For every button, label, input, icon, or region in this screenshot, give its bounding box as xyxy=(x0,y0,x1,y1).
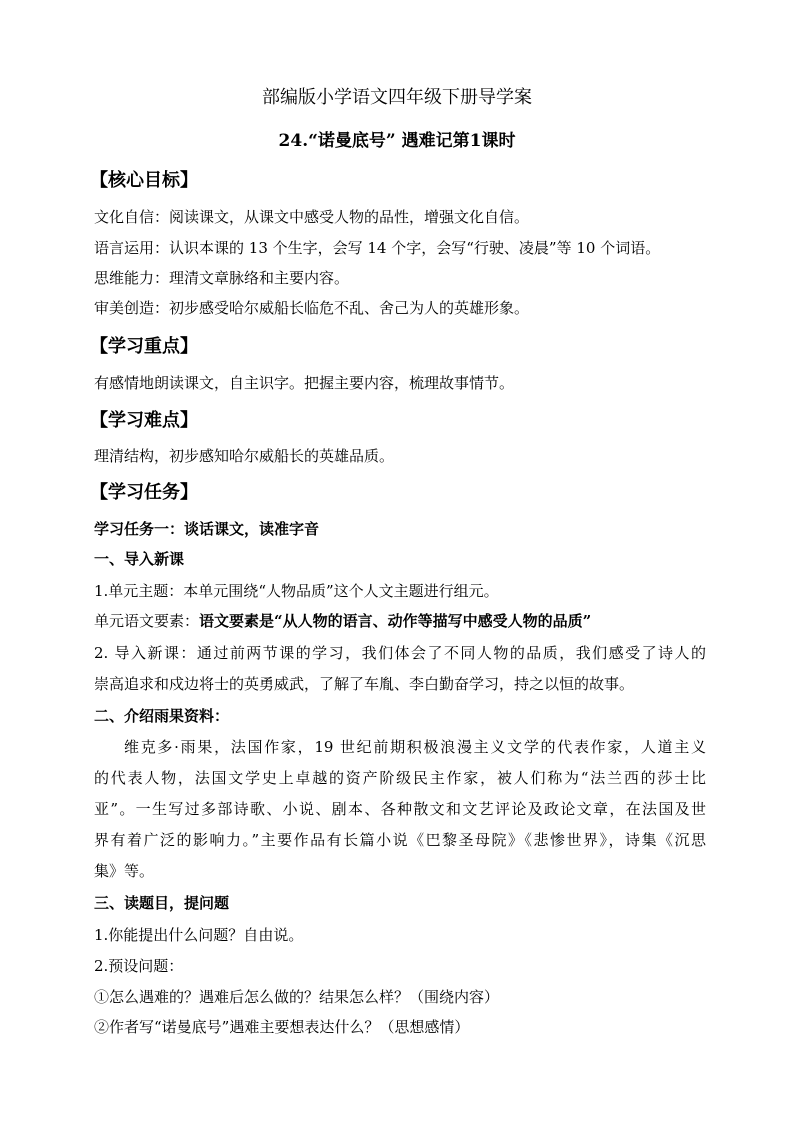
unit-element-text: 语文要素是“从人物的语言、动作等描写中感受人物的品质” xyxy=(199,612,592,630)
hugo-paragraph-line: 集》等。 xyxy=(94,862,155,880)
goal-language: 语言运用：认识本课的 13 个生字，会写 14 个字，会写“行驶、凌晨”等 10 个词语。 xyxy=(94,239,661,257)
intro-line: 崇高追求和戍边将士的英勇威武，了解了车胤、李白勤奋学习，持之以恒的故事。 xyxy=(94,675,635,693)
section-heading-tasks: 【学习任务】 xyxy=(90,482,198,503)
goal-aesthetic: 审美创造：初步感受哈尔威船长临危不乱、舍己为人的英雄形象。 xyxy=(94,299,530,317)
preset-question: ①怎么遇难的？遇难后怎么做的？结果怎么样？（围绕内容） xyxy=(94,988,500,1006)
question-1: 1.你能提出什么问题？自由说。 xyxy=(94,926,304,944)
unit-theme: 1.单元主题：本单元围绕“人物品质”这个人文主题进行组元。 xyxy=(94,582,499,600)
unit-element-label: 单元语文要素： xyxy=(94,612,200,630)
hugo-paragraph-line: 亚”。一生写过多部诗歌、小说、剧本、各种散文和文艺评论及政论文章，在法国及世 xyxy=(94,800,706,818)
lesson-period-unit: 课时 xyxy=(481,131,516,151)
task1-heading: 学习任务一：谈话课文，读准字音 xyxy=(94,520,320,538)
difficulty-text: 理清结构，初步感知哈尔威船长的英雄品质。 xyxy=(94,447,395,465)
focus-text: 有感情地朗读课文，自主识字。把握主要内容，梳理故事情节。 xyxy=(94,374,515,392)
part2-heading: 二、介绍雨果资料： xyxy=(94,707,230,725)
unit-element xyxy=(94,611,706,631)
intro-line: 2. 导入新课：通过前两节课的学习，我们体会了不同人物的品质，我们感受了诗人的 xyxy=(94,644,706,662)
lesson-title xyxy=(0,131,794,151)
preset-question: ②作者写“诺曼底号”遇难主要想表达什么？（思想感情） xyxy=(94,1018,470,1036)
part3-heading: 三、读题目，提问题 xyxy=(94,894,230,912)
part1-heading: 一、导入新课 xyxy=(94,550,185,568)
hugo-paragraph-line: 界有着广泛的影响力。”主要作品有长篇小说《巴黎圣母院》《悲惨世界》，诗集《沉思 xyxy=(94,831,706,849)
lesson-number: 24. xyxy=(278,131,309,151)
goal-culture: 文化自信：阅读课文，从课文中感受人物的品性，增强文化自信。 xyxy=(94,208,530,226)
question-2: 2.预设问题： xyxy=(94,957,184,975)
hugo-paragraph-line: 维克多·雨果，法国作家，19 世纪前期积极浪漫主义文学的代表作家，人道主义 xyxy=(124,738,706,756)
lesson-name: “诺曼底号” 遇难记第 xyxy=(308,131,470,151)
section-heading-goals: 【核心目标】 xyxy=(90,170,198,191)
hugo-paragraph-line: 的代表人物，法国文学史上卓越的资产阶级民主作家，被人们称为“法兰西的莎士比 xyxy=(94,769,706,787)
section-heading-focus: 【学习重点】 xyxy=(90,336,198,357)
document-title: 部编版小学语文四年级下册导学案 xyxy=(262,87,532,108)
goal-thinking: 思维能力：理清文章脉络和主要内容。 xyxy=(94,269,350,287)
section-heading-difficulty: 【学习难点】 xyxy=(90,410,198,431)
lesson-period-number: 1 xyxy=(469,131,482,151)
